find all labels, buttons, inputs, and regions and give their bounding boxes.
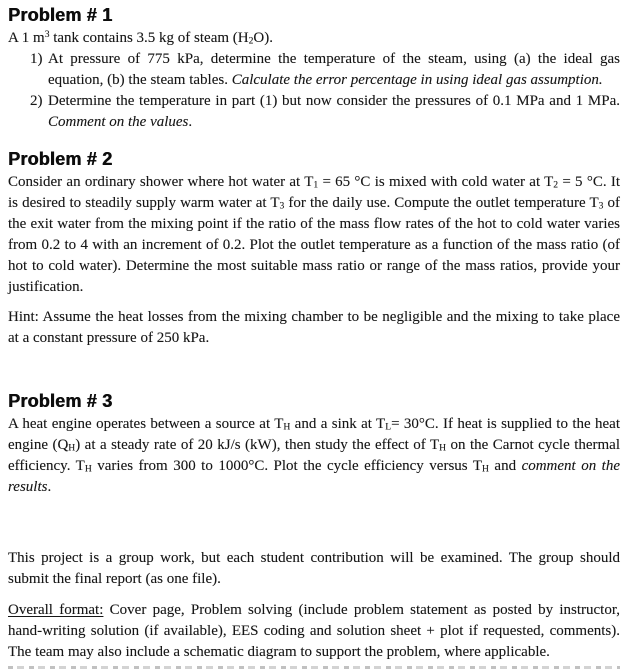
problem-2-statement — [8, 172, 620, 298]
text-segment: tank contains 3.5 kg of steam (H — [49, 30, 249, 46]
problem-2-section — [8, 149, 620, 349]
text-segment: ) at a steady rate of 20 kJ/s (kW), then study the effect of T — [75, 437, 440, 453]
problem-3-heading: Problem # 3 — [8, 391, 113, 411]
text-segment: and — [488, 458, 522, 474]
clipped-text-line — [8, 666, 620, 672]
text-segment: for the daily use. Compute the outlet temperature T — [284, 195, 599, 211]
text-segment: Cover page, Problem solving (include problem statement as posted by instructor, hand-writing solution (if available), EES coding and solution sheet + plot if requested, comments). The team may also include a schematic diagram to support the problem, where applicable. — [8, 602, 620, 660]
text-segment: comment on the results — [8, 458, 620, 495]
text-segment: O). — [253, 30, 273, 46]
problem-2-heading: Problem # 2 — [8, 149, 113, 169]
list-number: 2) — [30, 93, 43, 109]
text-segment: At pressure of 775 kPa, determine the temperature of the steam, using (a) the ideal gas equation, (b) the steam tables. — [48, 51, 620, 88]
overall-format-note — [8, 600, 620, 663]
text-segment: Consider an ordinary shower where hot water at T — [8, 174, 314, 190]
subscript: 3 — [279, 200, 285, 212]
subscript: H — [439, 442, 447, 454]
problem-3-statement — [8, 414, 620, 498]
problem-1-heading: Problem # 1 — [8, 5, 113, 25]
text-segment: . — [188, 114, 193, 130]
text-segment: Determine the temperature in part (1) but now consider the pressures of 0.1 MPa and 1 MPa. — [48, 93, 620, 109]
subscript: H — [84, 463, 92, 475]
subscript: 2 — [248, 35, 254, 47]
text-segment: Overall format: — [8, 602, 104, 618]
text-segment: A 1 m — [8, 30, 45, 46]
text-segment: varies from 300 to 1000°C. Plot the cycle efficiency versus T — [91, 458, 482, 474]
text-segment: Calculate the error percentage in using ideal gas assumption. — [231, 72, 603, 88]
list-number: 1) — [30, 51, 43, 67]
text-segment: = 30°C. If heat is supplied to the heat engine (Q — [8, 416, 620, 453]
problem-1-item-1-text — [48, 49, 620, 91]
text-segment: Comment on the values — [48, 114, 189, 130]
text-segment: = 5 °C. It is desired to steadily supply warm water at T — [8, 174, 620, 211]
text-segment: This project is a group work, but each student contribution will be examined. The group should submit the final report (as one file). — [8, 550, 620, 587]
subscript: 1 — [313, 179, 319, 191]
problem-2-hint — [8, 307, 620, 349]
problem-1-section — [8, 5, 620, 133]
text-segment: = 65 °C is mixed with cold water at T — [318, 174, 554, 190]
group-work-note — [8, 548, 620, 590]
text-segment: Hint: Assume the heat losses from the mixing chamber to be negligible and the mixing to take place at a constant pressure of 250 kPa. — [8, 309, 620, 346]
problem-1-item-2-text — [48, 91, 620, 133]
subscript: L — [385, 421, 392, 433]
problem-1-list — [30, 49, 620, 133]
text-segment: of the exit water from the mixing point if the ratio of the mass flow rates of the hot to cold water varies from 0.2 to 4 with an increment of 0.2. Plot the outlet temperature as a function of the mass ratio (of hot to cold water). Determine the most suitable mass ratio or range of the mass ratios, provide your justification. — [8, 195, 621, 295]
problem-1-item-2 — [30, 91, 620, 133]
subscript: 3 — [598, 200, 604, 212]
text-segment: . — [47, 479, 52, 495]
subscript: H — [283, 421, 291, 433]
superscript: 3 — [44, 29, 50, 41]
subscript: H — [68, 442, 76, 454]
text-segment: A heat engine operates between a source at T — [8, 416, 284, 432]
problem-3-section — [8, 391, 620, 498]
text-segment: and a sink at T — [290, 416, 386, 432]
subscript: H — [482, 463, 489, 475]
text-segment: on the Carnot cycle thermal efficiency. T — [8, 437, 621, 474]
subscript: 2 — [553, 179, 559, 191]
problem-1-item-1 — [30, 49, 620, 91]
problem-1-intro — [8, 28, 620, 49]
